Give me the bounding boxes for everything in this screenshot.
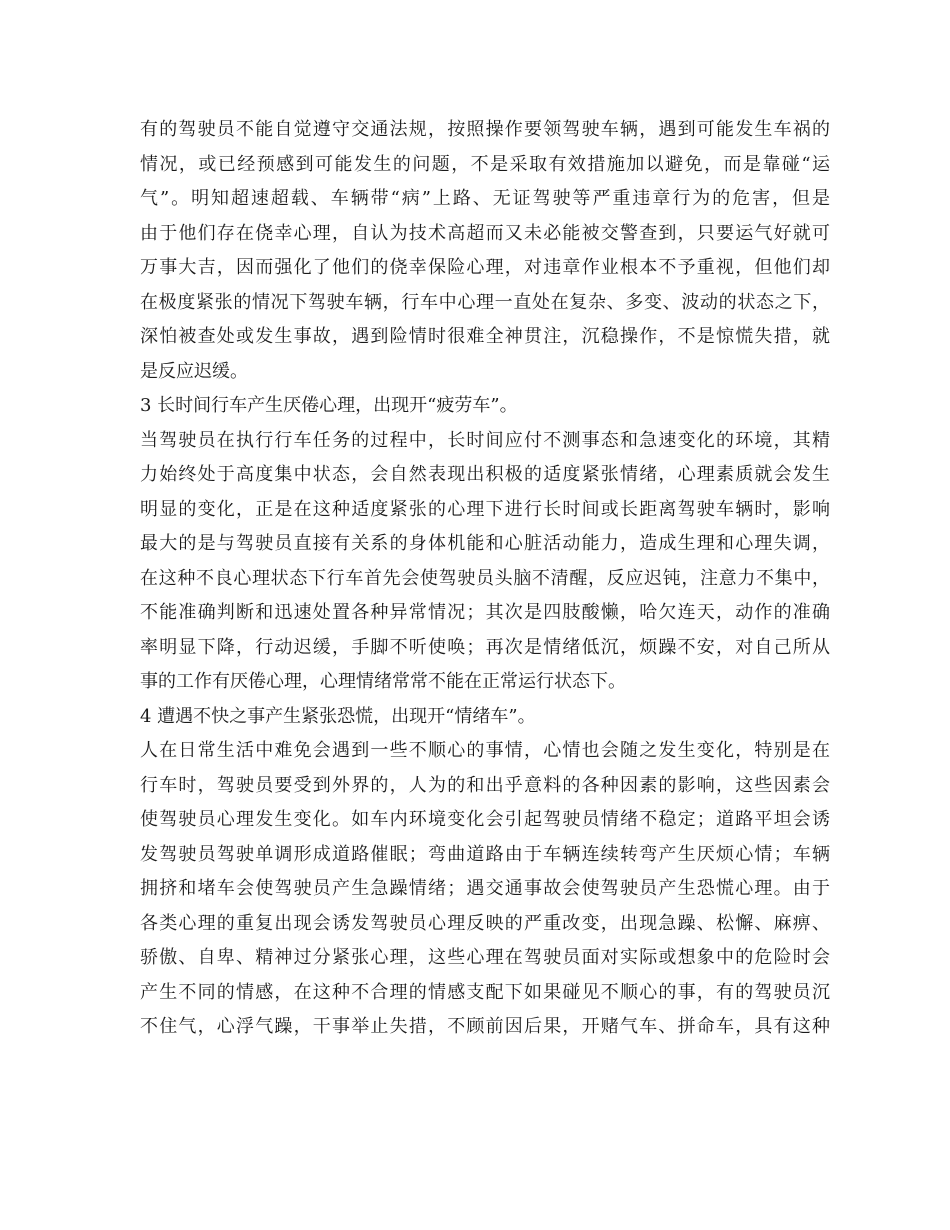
text-line: 情况，或已经预感到可能发生的问题，不是采取有效措施加以避免，而是靠碰“运 (140, 153, 830, 175)
section-heading: 4 遭遇不快之事产生紧张恐慌，出现开“情绪车”。 (140, 705, 536, 727)
text-line: 在这种不良心理状态下行车首先会使驾驶员头脑不清醒，反应迟钝，注意力不集中， (140, 567, 830, 589)
text-line: 人在日常生活中难免会遇到一些不顺心的事情，心情也会随之发生变化，特别是在 (140, 740, 830, 761)
text-line: 深怕被查处或发生事故，遇到险情时很难全神贯注，沉稳操作，不是惊慌失措，就 (140, 326, 830, 347)
text-line: 最大的是与驾驶员直接有关系的身体机能和心脏活动能力，造成生理和心理失调， (140, 533, 830, 554)
text-line: 率明显下降，行动迟缓，手脚不听使唤；再次是情绪低沉，烦躁不安，对自己所从 (140, 636, 830, 658)
text-line: 行车时，驾驶员要受到外界的，人为的和出乎意料的各种因素的影响，这些因素会 (140, 774, 830, 796)
text-line: 当驾驶员在执行行车任务的过程中，长时间应付不测事态和急速变化的环境，其精 (140, 429, 830, 451)
text-line: 不能准确判断和迅速处置各种异常情况；其次是四肢酸懒，哈欠连天，动作的准确 (140, 602, 830, 623)
text-line: 是反应迟缓。 (140, 360, 248, 382)
text-line: 产生不同的情感，在这种不合理的情感支配下如果碰见不顺心的事，有的驾驶员沉 (140, 981, 830, 1003)
text-line: 发驾驶员驾驶单调形成道路催眠；弯曲道路由于车辆连续转弯产生厌烦心情；车辆 (140, 843, 830, 865)
text-line: 拥挤和堵车会使驾驶员产生急躁情绪；遇交通事故会使驾驶员产生恐慌心理。由于 (140, 878, 830, 899)
text-line: 使驾驶员心理发生变化。如车内环境变化会引起驾驶员情绪不稳定；道路平坦会诱 (140, 809, 830, 830)
text-line: 明显的变化，正是在这种适度紧张的心理下进行长时间或长距离驾驶车辆时，影响 (140, 498, 830, 520)
text-line: 骄傲、自卑、精神过分紧张心理，这些心理在驾驶员面对实际或想象中的危险时会 (140, 947, 830, 968)
text-line: 不住气，心浮气躁，干事举止失措，不顾前因后果，开赌气车、拼命车，具有这种 (140, 1016, 830, 1037)
text-line: 气”。明知超速超载、车辆带“病”上路、无证驾驶等严重违章行为的危害，但是 (140, 188, 830, 209)
section-heading: 3 长时间行车产生厌倦心理，出现开“疲劳车”。 (140, 395, 518, 416)
text-line: 有的驾驶员不能自觉遵守交通法规，按照操作要领驾驶车辆，遇到可能发生车祸的 (140, 119, 830, 140)
text-line: 事的工作有厌倦心理，心理情绪常常不能在正常运行状态下。 (140, 671, 626, 692)
document-body (140, 113, 830, 1045)
text-line: 万事大吉，因而强化了他们的侥幸保险心理，对违章作业根本不予重视，但他们却 (140, 257, 830, 278)
text-line: 在极度紧张的情况下驾驶车辆，行车中心理一直处在复杂、多变、波动的状态之下， (140, 291, 830, 313)
text-line: 力始终处于高度集中状态，会自然表现出积极的适度紧张情绪，心理素质就会发生 (140, 464, 830, 485)
text-line: 由于他们存在侥幸心理，自认为技术高超而又未必能被交警查到，只要运气好就可 (140, 222, 830, 244)
text-line: 各类心理的重复出现会诱发驾驶员心理反映的严重改变，出现急躁、松懈、麻痹、 (140, 912, 830, 934)
